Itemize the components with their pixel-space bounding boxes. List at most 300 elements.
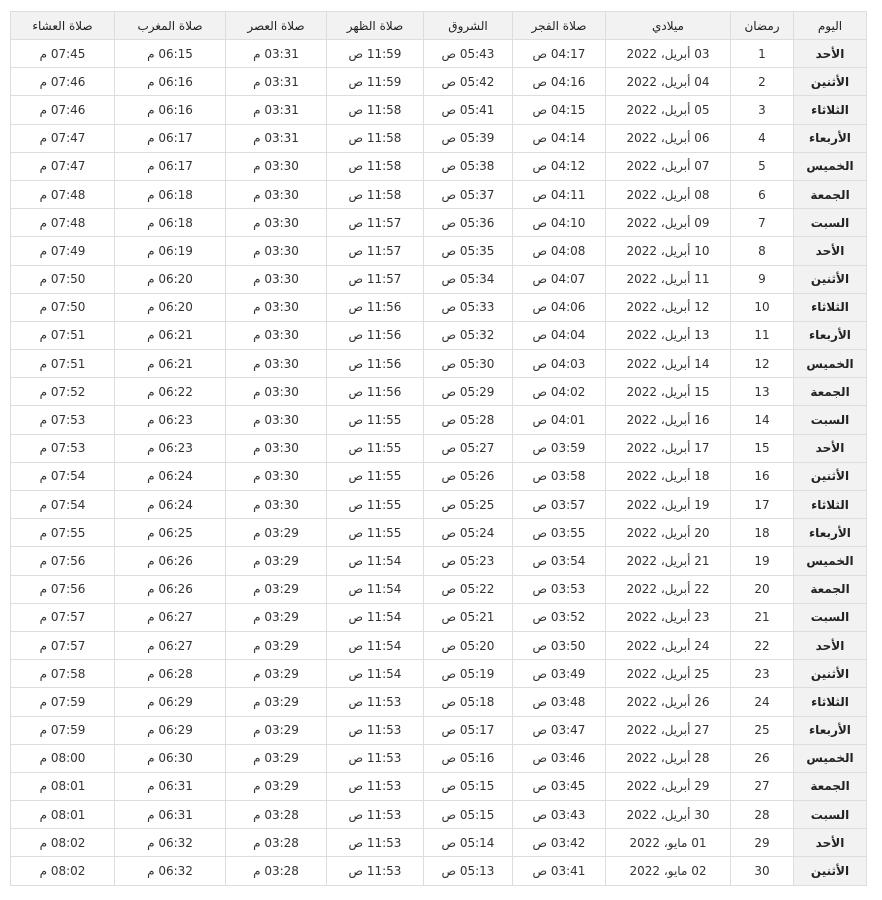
fajr-time-cell: 03:57 ص: [513, 491, 606, 519]
gregorian-date-cell: 04 أبريل، 2022: [606, 68, 731, 96]
dhuhr-time-cell: 11:56 ص: [327, 293, 424, 321]
asr-time-cell: 03:29 م: [226, 744, 327, 772]
fajr-time-cell: 03:50 ص: [513, 631, 606, 659]
day-cell: الأربعاء: [794, 124, 867, 152]
table-row: [11, 801, 867, 829]
table-row: [11, 265, 867, 293]
sunrise-time-cell: 05:17 ص: [424, 716, 513, 744]
ramadan-day-cell: 2: [731, 68, 794, 96]
gregorian-date-cell: 03 أبريل، 2022: [606, 40, 731, 68]
isha-time-cell: 07:54 م: [11, 491, 115, 519]
maghrib-time-cell: 06:21 م: [115, 350, 226, 378]
gregorian-date-cell: 02 مايو، 2022: [606, 857, 731, 885]
sunrise-time-cell: 05:30 ص: [424, 350, 513, 378]
isha-time-cell: 07:54 م: [11, 462, 115, 490]
table-row: [11, 547, 867, 575]
day-cell: الأحد: [794, 631, 867, 659]
ramadan-day-cell: 15: [731, 434, 794, 462]
maghrib-time-cell: 06:22 م: [115, 378, 226, 406]
dhuhr-time-cell: 11:56 ص: [327, 321, 424, 349]
sunrise-time-cell: 05:25 ص: [424, 491, 513, 519]
day-cell: الخميس: [794, 152, 867, 180]
table-row: [11, 519, 867, 547]
sunrise-time-cell: 05:14 ص: [424, 829, 513, 857]
asr-time-cell: 03:29 م: [226, 716, 327, 744]
ramadan-day-cell: 16: [731, 462, 794, 490]
day-cell: الأثنين: [794, 265, 867, 293]
header-gregorian: ميلادي: [606, 12, 731, 40]
ramadan-day-cell: 24: [731, 688, 794, 716]
asr-time-cell: 03:29 م: [226, 660, 327, 688]
day-cell: الجمعة: [794, 378, 867, 406]
maghrib-time-cell: 06:31 م: [115, 772, 226, 800]
dhuhr-time-cell: 11:58 ص: [327, 124, 424, 152]
gregorian-date-cell: 16 أبريل، 2022: [606, 406, 731, 434]
table-row: [11, 350, 867, 378]
sunrise-time-cell: 05:13 ص: [424, 857, 513, 885]
sunrise-time-cell: 05:28 ص: [424, 406, 513, 434]
gregorian-date-cell: 14 أبريل، 2022: [606, 350, 731, 378]
table-row: [11, 321, 867, 349]
header-maghrib: صلاة المغرب: [115, 12, 226, 40]
dhuhr-time-cell: 11:55 ص: [327, 519, 424, 547]
fajr-time-cell: 03:41 ص: [513, 857, 606, 885]
isha-time-cell: 07:57 م: [11, 603, 115, 631]
dhuhr-time-cell: 11:54 ص: [327, 660, 424, 688]
maghrib-time-cell: 06:23 م: [115, 406, 226, 434]
asr-time-cell: 03:30 م: [226, 350, 327, 378]
table-row: [11, 180, 867, 208]
isha-time-cell: 07:48 م: [11, 180, 115, 208]
fajr-time-cell: 04:15 ص: [513, 96, 606, 124]
dhuhr-time-cell: 11:59 ص: [327, 40, 424, 68]
sunrise-time-cell: 05:37 ص: [424, 180, 513, 208]
maghrib-time-cell: 06:20 م: [115, 265, 226, 293]
isha-time-cell: 07:57 م: [11, 631, 115, 659]
asr-time-cell: 03:29 م: [226, 603, 327, 631]
isha-time-cell: 07:45 م: [11, 40, 115, 68]
fajr-time-cell: 04:16 ص: [513, 68, 606, 96]
asr-time-cell: 03:30 م: [226, 293, 327, 321]
sunrise-time-cell: 05:41 ص: [424, 96, 513, 124]
fajr-time-cell: 03:52 ص: [513, 603, 606, 631]
maghrib-time-cell: 06:24 م: [115, 491, 226, 519]
table-row: [11, 378, 867, 406]
isha-time-cell: 08:00 م: [11, 744, 115, 772]
ramadan-day-cell: 10: [731, 293, 794, 321]
maghrib-time-cell: 06:27 م: [115, 631, 226, 659]
day-cell: الثلاثاء: [794, 96, 867, 124]
isha-time-cell: 07:52 م: [11, 378, 115, 406]
isha-time-cell: 07:56 م: [11, 547, 115, 575]
fajr-time-cell: 04:07 ص: [513, 265, 606, 293]
day-cell: الثلاثاء: [794, 491, 867, 519]
table-row: [11, 631, 867, 659]
asr-time-cell: 03:29 م: [226, 575, 327, 603]
maghrib-time-cell: 06:19 م: [115, 237, 226, 265]
day-cell: الخميس: [794, 547, 867, 575]
table-row: [11, 660, 867, 688]
table-row: [11, 462, 867, 490]
ramadan-day-cell: 26: [731, 744, 794, 772]
sunrise-time-cell: 05:18 ص: [424, 688, 513, 716]
gregorian-date-cell: 25 أبريل، 2022: [606, 660, 731, 688]
fajr-time-cell: 04:01 ص: [513, 406, 606, 434]
fajr-time-cell: 03:59 ص: [513, 434, 606, 462]
day-cell: الخميس: [794, 350, 867, 378]
day-cell: الأحد: [794, 40, 867, 68]
fajr-time-cell: 03:48 ص: [513, 688, 606, 716]
day-cell: الأحد: [794, 237, 867, 265]
table-row: [11, 857, 867, 885]
asr-time-cell: 03:28 م: [226, 801, 327, 829]
gregorian-date-cell: 10 أبريل، 2022: [606, 237, 731, 265]
dhuhr-time-cell: 11:53 ص: [327, 744, 424, 772]
ramadan-day-cell: 11: [731, 321, 794, 349]
isha-time-cell: 07:58 م: [11, 660, 115, 688]
sunrise-time-cell: 05:43 ص: [424, 40, 513, 68]
day-cell: الأربعاء: [794, 519, 867, 547]
gregorian-date-cell: 18 أبريل، 2022: [606, 462, 731, 490]
ramadan-day-cell: 23: [731, 660, 794, 688]
gregorian-date-cell: 28 أبريل، 2022: [606, 744, 731, 772]
ramadan-day-cell: 6: [731, 180, 794, 208]
dhuhr-time-cell: 11:57 ص: [327, 265, 424, 293]
header-day: اليوم: [794, 12, 867, 40]
gregorian-date-cell: 09 أبريل، 2022: [606, 209, 731, 237]
dhuhr-time-cell: 11:53 ص: [327, 801, 424, 829]
sunrise-time-cell: 05:38 ص: [424, 152, 513, 180]
ramadan-day-cell: 20: [731, 575, 794, 603]
table-row: [11, 491, 867, 519]
fajr-time-cell: 04:14 ص: [513, 124, 606, 152]
ramadan-day-cell: 29: [731, 829, 794, 857]
table-row: [11, 688, 867, 716]
dhuhr-time-cell: 11:53 ص: [327, 716, 424, 744]
asr-time-cell: 03:31 م: [226, 68, 327, 96]
gregorian-date-cell: 19 أبريل، 2022: [606, 491, 731, 519]
maghrib-time-cell: 06:26 م: [115, 575, 226, 603]
asr-time-cell: 03:28 م: [226, 829, 327, 857]
isha-time-cell: 08:02 م: [11, 829, 115, 857]
header-ramadan: رمضان: [731, 12, 794, 40]
dhuhr-time-cell: 11:54 ص: [327, 603, 424, 631]
fajr-time-cell: 04:03 ص: [513, 350, 606, 378]
sunrise-time-cell: 05:15 ص: [424, 772, 513, 800]
isha-time-cell: 08:01 م: [11, 772, 115, 800]
fajr-time-cell: 04:06 ص: [513, 293, 606, 321]
maghrib-time-cell: 06:27 م: [115, 603, 226, 631]
ramadan-day-cell: 3: [731, 96, 794, 124]
isha-time-cell: 08:02 م: [11, 857, 115, 885]
table-row: [11, 772, 867, 800]
ramadan-day-cell: 13: [731, 378, 794, 406]
isha-time-cell: 07:56 م: [11, 575, 115, 603]
day-cell: السبت: [794, 406, 867, 434]
gregorian-date-cell: 08 أبريل، 2022: [606, 180, 731, 208]
prayer-times-container: [10, 11, 866, 886]
gregorian-date-cell: 01 مايو، 2022: [606, 829, 731, 857]
day-cell: الأربعاء: [794, 716, 867, 744]
fajr-time-cell: 04:12 ص: [513, 152, 606, 180]
dhuhr-time-cell: 11:55 ص: [327, 462, 424, 490]
gregorian-date-cell: 26 أبريل، 2022: [606, 688, 731, 716]
fajr-time-cell: 04:11 ص: [513, 180, 606, 208]
isha-time-cell: 07:59 م: [11, 716, 115, 744]
ramadan-day-cell: 19: [731, 547, 794, 575]
fajr-time-cell: 03:49 ص: [513, 660, 606, 688]
sunrise-time-cell: 05:42 ص: [424, 68, 513, 96]
asr-time-cell: 03:31 م: [226, 124, 327, 152]
dhuhr-time-cell: 11:56 ص: [327, 378, 424, 406]
maghrib-time-cell: 06:30 م: [115, 744, 226, 772]
table-row: [11, 575, 867, 603]
asr-time-cell: 03:30 م: [226, 180, 327, 208]
sunrise-time-cell: 05:34 ص: [424, 265, 513, 293]
dhuhr-time-cell: 11:58 ص: [327, 180, 424, 208]
dhuhr-time-cell: 11:58 ص: [327, 96, 424, 124]
maghrib-time-cell: 06:20 م: [115, 293, 226, 321]
isha-time-cell: 07:53 م: [11, 434, 115, 462]
dhuhr-time-cell: 11:53 ص: [327, 829, 424, 857]
asr-time-cell: 03:30 م: [226, 462, 327, 490]
table-row: [11, 209, 867, 237]
asr-time-cell: 03:29 م: [226, 631, 327, 659]
day-cell: الأثنين: [794, 660, 867, 688]
fajr-time-cell: 03:45 ص: [513, 772, 606, 800]
fajr-time-cell: 03:58 ص: [513, 462, 606, 490]
fajr-time-cell: 04:08 ص: [513, 237, 606, 265]
ramadan-day-cell: 30: [731, 857, 794, 885]
isha-time-cell: 07:51 م: [11, 350, 115, 378]
asr-time-cell: 03:29 م: [226, 688, 327, 716]
table-row: [11, 237, 867, 265]
gregorian-date-cell: 24 أبريل، 2022: [606, 631, 731, 659]
maghrib-time-cell: 06:18 م: [115, 180, 226, 208]
fajr-time-cell: 03:55 ص: [513, 519, 606, 547]
sunrise-time-cell: 05:27 ص: [424, 434, 513, 462]
table-row: [11, 406, 867, 434]
asr-time-cell: 03:31 م: [226, 40, 327, 68]
dhuhr-time-cell: 11:56 ص: [327, 350, 424, 378]
sunrise-time-cell: 05:20 ص: [424, 631, 513, 659]
maghrib-time-cell: 06:31 م: [115, 801, 226, 829]
maghrib-time-cell: 06:26 م: [115, 547, 226, 575]
asr-time-cell: 03:30 م: [226, 265, 327, 293]
fajr-time-cell: 04:02 ص: [513, 378, 606, 406]
dhuhr-time-cell: 11:55 ص: [327, 434, 424, 462]
ramadan-day-cell: 4: [731, 124, 794, 152]
asr-time-cell: 03:30 م: [226, 321, 327, 349]
dhuhr-time-cell: 11:55 ص: [327, 406, 424, 434]
ramadan-day-cell: 25: [731, 716, 794, 744]
fajr-time-cell: 03:42 ص: [513, 829, 606, 857]
gregorian-date-cell: 22 أبريل، 2022: [606, 575, 731, 603]
maghrib-time-cell: 06:32 م: [115, 857, 226, 885]
table-row: [11, 96, 867, 124]
table-header-row: [11, 12, 867, 40]
maghrib-time-cell: 06:21 م: [115, 321, 226, 349]
asr-time-cell: 03:30 م: [226, 406, 327, 434]
ramadan-day-cell: 5: [731, 152, 794, 180]
ramadan-day-cell: 1: [731, 40, 794, 68]
day-cell: الجمعة: [794, 772, 867, 800]
sunrise-time-cell: 05:36 ص: [424, 209, 513, 237]
sunrise-time-cell: 05:35 ص: [424, 237, 513, 265]
maghrib-time-cell: 06:28 م: [115, 660, 226, 688]
asr-time-cell: 03:30 م: [226, 378, 327, 406]
sunrise-time-cell: 05:26 ص: [424, 462, 513, 490]
maghrib-time-cell: 06:29 م: [115, 688, 226, 716]
dhuhr-time-cell: 11:57 ص: [327, 209, 424, 237]
gregorian-date-cell: 23 أبريل، 2022: [606, 603, 731, 631]
day-cell: الأحد: [794, 434, 867, 462]
day-cell: السبت: [794, 801, 867, 829]
sunrise-time-cell: 05:23 ص: [424, 547, 513, 575]
table-row: [11, 716, 867, 744]
header-sunrise: الشروق: [424, 12, 513, 40]
table-row: [11, 744, 867, 772]
isha-time-cell: 08:01 م: [11, 801, 115, 829]
day-cell: الجمعة: [794, 180, 867, 208]
gregorian-date-cell: 27 أبريل، 2022: [606, 716, 731, 744]
fajr-time-cell: 03:47 ص: [513, 716, 606, 744]
table-row: [11, 434, 867, 462]
sunrise-time-cell: 05:21 ص: [424, 603, 513, 631]
sunrise-time-cell: 05:16 ص: [424, 744, 513, 772]
fajr-time-cell: 03:54 ص: [513, 547, 606, 575]
isha-time-cell: 07:59 م: [11, 688, 115, 716]
ramadan-day-cell: 17: [731, 491, 794, 519]
fajr-time-cell: 03:43 ص: [513, 801, 606, 829]
asr-time-cell: 03:29 م: [226, 547, 327, 575]
table-row: [11, 68, 867, 96]
maghrib-time-cell: 06:16 م: [115, 68, 226, 96]
sunrise-time-cell: 05:39 ص: [424, 124, 513, 152]
isha-time-cell: 07:50 م: [11, 265, 115, 293]
asr-time-cell: 03:28 م: [226, 857, 327, 885]
table-row: [11, 293, 867, 321]
gregorian-date-cell: 07 أبريل، 2022: [606, 152, 731, 180]
dhuhr-time-cell: 11:54 ص: [327, 631, 424, 659]
dhuhr-time-cell: 11:55 ص: [327, 491, 424, 519]
ramadan-day-cell: 27: [731, 772, 794, 800]
header-dhuhr: صلاة الظهر: [327, 12, 424, 40]
day-cell: الثلاثاء: [794, 293, 867, 321]
ramadan-day-cell: 9: [731, 265, 794, 293]
maghrib-time-cell: 06:29 م: [115, 716, 226, 744]
day-cell: الأثنين: [794, 462, 867, 490]
ramadan-day-cell: 8: [731, 237, 794, 265]
isha-time-cell: 07:47 م: [11, 124, 115, 152]
table-row: [11, 40, 867, 68]
header-asr: صلاة العصر: [226, 12, 327, 40]
table-row: [11, 152, 867, 180]
asr-time-cell: 03:30 م: [226, 209, 327, 237]
day-cell: الأثنين: [794, 857, 867, 885]
isha-time-cell: 07:55 م: [11, 519, 115, 547]
gregorian-date-cell: 13 أبريل، 2022: [606, 321, 731, 349]
gregorian-date-cell: 12 أبريل، 2022: [606, 293, 731, 321]
table-row: [11, 829, 867, 857]
fajr-time-cell: 03:53 ص: [513, 575, 606, 603]
day-cell: الأحد: [794, 829, 867, 857]
gregorian-date-cell: 20 أبريل، 2022: [606, 519, 731, 547]
dhuhr-time-cell: 11:58 ص: [327, 152, 424, 180]
dhuhr-time-cell: 11:53 ص: [327, 688, 424, 716]
header-isha: صلاة العشاء: [11, 12, 115, 40]
asr-time-cell: 03:30 م: [226, 237, 327, 265]
sunrise-time-cell: 05:24 ص: [424, 519, 513, 547]
fajr-time-cell: 04:17 ص: [513, 40, 606, 68]
asr-time-cell: 03:29 م: [226, 519, 327, 547]
maghrib-time-cell: 06:16 م: [115, 96, 226, 124]
asr-time-cell: 03:29 م: [226, 772, 327, 800]
maghrib-time-cell: 06:23 م: [115, 434, 226, 462]
dhuhr-time-cell: 11:57 ص: [327, 237, 424, 265]
gregorian-date-cell: 15 أبريل، 2022: [606, 378, 731, 406]
fajr-time-cell: 03:46 ص: [513, 744, 606, 772]
ramadan-day-cell: 14: [731, 406, 794, 434]
day-cell: الخميس: [794, 744, 867, 772]
day-cell: السبت: [794, 209, 867, 237]
asr-time-cell: 03:30 م: [226, 491, 327, 519]
ramadan-prayer-times-table: [10, 11, 867, 886]
isha-time-cell: 07:51 م: [11, 321, 115, 349]
table-row: [11, 603, 867, 631]
sunrise-time-cell: 05:22 ص: [424, 575, 513, 603]
ramadan-day-cell: 28: [731, 801, 794, 829]
gregorian-date-cell: 30 أبريل، 2022: [606, 801, 731, 829]
asr-time-cell: 03:31 م: [226, 96, 327, 124]
sunrise-time-cell: 05:33 ص: [424, 293, 513, 321]
ramadan-day-cell: 18: [731, 519, 794, 547]
sunrise-time-cell: 05:15 ص: [424, 801, 513, 829]
gregorian-date-cell: 11 أبريل، 2022: [606, 265, 731, 293]
asr-time-cell: 03:30 م: [226, 152, 327, 180]
day-cell: الجمعة: [794, 575, 867, 603]
fajr-time-cell: 04:04 ص: [513, 321, 606, 349]
header-fajr: صلاة الفجر: [513, 12, 606, 40]
ramadan-day-cell: 21: [731, 603, 794, 631]
maghrib-time-cell: 06:15 م: [115, 40, 226, 68]
asr-time-cell: 03:30 م: [226, 434, 327, 462]
sunrise-time-cell: 05:19 ص: [424, 660, 513, 688]
gregorian-date-cell: 05 أبريل، 2022: [606, 96, 731, 124]
maghrib-time-cell: 06:24 م: [115, 462, 226, 490]
day-cell: الأثنين: [794, 68, 867, 96]
isha-time-cell: 07:50 م: [11, 293, 115, 321]
day-cell: الأربعاء: [794, 321, 867, 349]
ramadan-day-cell: 12: [731, 350, 794, 378]
dhuhr-time-cell: 11:54 ص: [327, 547, 424, 575]
table-row: [11, 124, 867, 152]
sunrise-time-cell: 05:29 ص: [424, 378, 513, 406]
isha-time-cell: 07:48 م: [11, 209, 115, 237]
ramadan-day-cell: 22: [731, 631, 794, 659]
dhuhr-time-cell: 11:53 ص: [327, 772, 424, 800]
fajr-time-cell: 04:10 ص: [513, 209, 606, 237]
maghrib-time-cell: 06:17 م: [115, 152, 226, 180]
gregorian-date-cell: 21 أبريل، 2022: [606, 547, 731, 575]
gregorian-date-cell: 17 أبريل، 2022: [606, 434, 731, 462]
dhuhr-time-cell: 11:54 ص: [327, 575, 424, 603]
isha-time-cell: 07:46 م: [11, 68, 115, 96]
sunrise-time-cell: 05:32 ص: [424, 321, 513, 349]
ramadan-day-cell: 7: [731, 209, 794, 237]
table-body: [11, 40, 867, 886]
isha-time-cell: 07:49 م: [11, 237, 115, 265]
